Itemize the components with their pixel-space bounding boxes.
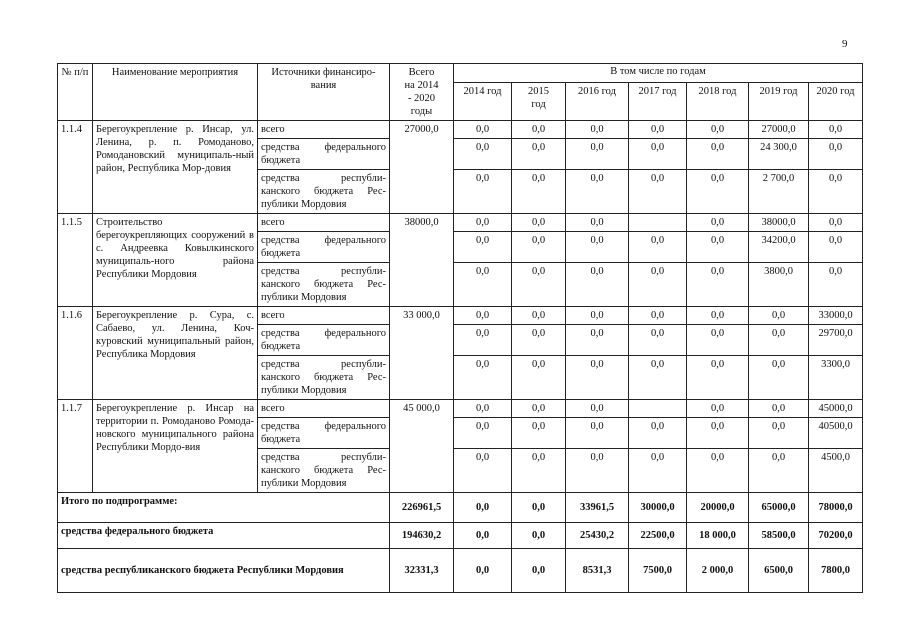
- item-total: 33 000,0: [390, 307, 454, 400]
- total-year-value: 20000,0: [687, 493, 749, 523]
- total-year-value: 8531,3: [566, 549, 629, 593]
- funding-source: всего: [258, 121, 390, 139]
- total-label: Итого по подпрограмме:: [58, 493, 390, 523]
- year-value: 0,0: [512, 139, 566, 170]
- funding-source: средства республи-канского бюджета Рес-публики Мордовия: [258, 356, 390, 400]
- year-value: 0,0: [687, 418, 749, 449]
- year-value: 0,0: [454, 263, 512, 307]
- year-value: 0,0: [629, 449, 687, 493]
- table-row: [58, 214, 863, 232]
- year-value: [629, 214, 687, 232]
- item-name: Строительство берегоукрепляющих сооружений в с. Андреевка Ковылкинского муниципаль-ного района Республики Мордовия: [93, 214, 258, 307]
- total-sum: 194630,2: [390, 523, 454, 549]
- funding-source: средства федерального бюджета: [258, 139, 390, 170]
- year-value: 0,0: [454, 325, 512, 356]
- total-year-value: 25430,2: [566, 523, 629, 549]
- year-value: 0,0: [566, 139, 629, 170]
- year-value: 0,0: [687, 121, 749, 139]
- year-value: 0,0: [512, 170, 566, 214]
- year-value: 0,0: [687, 449, 749, 493]
- year-value: 0,0: [749, 325, 809, 356]
- total-sum: 226961,5: [390, 493, 454, 523]
- item-number: 1.1.4: [58, 121, 93, 214]
- year-value: 0,0: [629, 325, 687, 356]
- header-year: 2014 год: [454, 83, 512, 121]
- year-value: 0,0: [566, 449, 629, 493]
- item-name: Берегоукрепление р. Инсар, ул. Ленина, р. п. Ромоданово, Ромодановский муниципаль-ный район, Республика Мор-довия: [93, 121, 258, 214]
- year-value: 0,0: [629, 139, 687, 170]
- item-name: Берегоукрепление р. Сура, с. Сабаево, ул. Ленина, Коч-куровский муниципальный район, Республика Мордовия: [93, 307, 258, 400]
- item-total: 38000,0: [390, 214, 454, 307]
- year-value: 29700,0: [809, 325, 863, 356]
- year-value: 0,0: [629, 263, 687, 307]
- header-row: [58, 64, 863, 83]
- year-value: 0,0: [687, 356, 749, 400]
- header-name: Наименование мероприятия: [93, 64, 258, 121]
- year-value: 0,0: [687, 325, 749, 356]
- total-year-value: 0,0: [512, 523, 566, 549]
- year-value: 24 300,0: [749, 139, 809, 170]
- year-value: 0,0: [454, 400, 512, 418]
- table-row: [58, 121, 863, 139]
- year-value: 0,0: [566, 356, 629, 400]
- year-value: 0,0: [454, 356, 512, 400]
- total-label: средства республиканского бюджета Республики Мордовия: [58, 549, 390, 593]
- year-value: 0,0: [809, 232, 863, 263]
- item-number: 1.1.7: [58, 400, 93, 493]
- year-value: 34200,0: [749, 232, 809, 263]
- total-row: [58, 549, 863, 593]
- year-value: 0,0: [809, 214, 863, 232]
- table-row: [58, 400, 863, 418]
- year-value: 0,0: [512, 121, 566, 139]
- header-year: 2015 год: [512, 83, 566, 121]
- year-value: 0,0: [454, 232, 512, 263]
- total-year-value: 65000,0: [749, 493, 809, 523]
- year-value: 0,0: [629, 232, 687, 263]
- funding-source: средства федерального бюджета: [258, 325, 390, 356]
- total-year-value: 58500,0: [749, 523, 809, 549]
- year-value: 0,0: [629, 170, 687, 214]
- year-value: 0,0: [687, 232, 749, 263]
- year-value: 0,0: [749, 449, 809, 493]
- year-value: 0,0: [566, 214, 629, 232]
- page-number: 9: [842, 38, 848, 50]
- year-value: 0,0: [749, 307, 809, 325]
- total-year-value: 30000,0: [629, 493, 687, 523]
- item-name: Берегоукрепление р. Инсар на территории п. Ромоданово Ромода-новского муниципального района Республики Мордо-вия: [93, 400, 258, 493]
- year-value: 0,0: [629, 121, 687, 139]
- year-value: 0,0: [687, 214, 749, 232]
- header-number: № п/п: [58, 64, 93, 121]
- total-year-value: 70200,0: [809, 523, 863, 549]
- year-value: 0,0: [687, 139, 749, 170]
- header-year: 2018 год: [687, 83, 749, 121]
- funding-source: всего: [258, 214, 390, 232]
- funding-source: средства республи-канского бюджета Рес-публики Мордовия: [258, 170, 390, 214]
- total-year-value: 22500,0: [629, 523, 687, 549]
- total-year-value: 6500,0: [749, 549, 809, 593]
- header-year: 2020 год: [809, 83, 863, 121]
- total-year-value: 0,0: [454, 549, 512, 593]
- table-row: [58, 307, 863, 325]
- year-value: 0,0: [454, 170, 512, 214]
- year-value: 0,0: [566, 418, 629, 449]
- year-value: 0,0: [809, 121, 863, 139]
- year-value: 0,0: [512, 263, 566, 307]
- funding-source: средства республи-канского бюджета Рес-публики Мордовия: [258, 449, 390, 493]
- total-row: [58, 523, 863, 549]
- year-value: 0,0: [454, 214, 512, 232]
- total-year-value: 33961,5: [566, 493, 629, 523]
- year-value: 38000,0: [749, 214, 809, 232]
- total-year-value: 0,0: [454, 523, 512, 549]
- year-value: 2 700,0: [749, 170, 809, 214]
- header-year: 2019 год: [749, 83, 809, 121]
- year-value: 0,0: [566, 170, 629, 214]
- year-value: 0,0: [454, 449, 512, 493]
- header-year: 2016 год: [566, 83, 629, 121]
- total-year-value: 7500,0: [629, 549, 687, 593]
- year-value: 0,0: [512, 232, 566, 263]
- total-year-value: 0,0: [512, 549, 566, 593]
- year-value: 40500,0: [809, 418, 863, 449]
- year-value: 0,0: [512, 307, 566, 325]
- year-value: 0,0: [687, 170, 749, 214]
- year-value: [629, 400, 687, 418]
- header-total: Всего на 2014 - 2020 годы: [390, 64, 454, 121]
- year-value: 0,0: [809, 263, 863, 307]
- year-value: 0,0: [629, 356, 687, 400]
- year-value: 0,0: [512, 449, 566, 493]
- year-value: 0,0: [566, 325, 629, 356]
- item-number: 1.1.5: [58, 214, 93, 307]
- funding-source: средства федерального бюджета: [258, 418, 390, 449]
- funding-source: всего: [258, 307, 390, 325]
- year-value: 0,0: [749, 400, 809, 418]
- year-value: 0,0: [687, 400, 749, 418]
- year-value: 0,0: [809, 139, 863, 170]
- year-value: 3800,0: [749, 263, 809, 307]
- year-value: 0,0: [749, 418, 809, 449]
- year-value: 0,0: [454, 418, 512, 449]
- total-year-value: 0,0: [454, 493, 512, 523]
- year-value: 27000,0: [749, 121, 809, 139]
- year-value: 0,0: [566, 400, 629, 418]
- header-years-group: В том числе по годам: [454, 64, 863, 83]
- funding-source: средства республи-канского бюджета Рес-публики Мордовия: [258, 263, 390, 307]
- year-value: 0,0: [512, 214, 566, 232]
- total-year-value: 78000,0: [809, 493, 863, 523]
- year-value: 33000,0: [809, 307, 863, 325]
- item-total: 27000,0: [390, 121, 454, 214]
- total-label: средства федерального бюджета: [58, 523, 390, 549]
- year-value: 0,0: [454, 121, 512, 139]
- total-sum: 32331,3: [390, 549, 454, 593]
- year-value: 0,0: [749, 356, 809, 400]
- total-row: [58, 493, 863, 523]
- total-year-value: 7800,0: [809, 549, 863, 593]
- year-value: 3300,0: [809, 356, 863, 400]
- year-value: 0,0: [512, 356, 566, 400]
- year-value: 0,0: [809, 170, 863, 214]
- year-value: 0,0: [566, 307, 629, 325]
- year-value: 0,0: [512, 400, 566, 418]
- header-year: 2017 год: [629, 83, 687, 121]
- year-value: 0,0: [454, 139, 512, 170]
- item-number: 1.1.6: [58, 307, 93, 400]
- funding-source: средства федерального бюджета: [258, 232, 390, 263]
- year-value: 0,0: [566, 263, 629, 307]
- year-value: 45000,0: [809, 400, 863, 418]
- header-source: Источники финансиро-вания: [258, 64, 390, 121]
- year-value: 0,0: [629, 418, 687, 449]
- year-value: 0,0: [629, 307, 687, 325]
- year-value: 0,0: [566, 121, 629, 139]
- year-value: 0,0: [566, 232, 629, 263]
- total-year-value: 2 000,0: [687, 549, 749, 593]
- funding-source: всего: [258, 400, 390, 418]
- year-value: 0,0: [454, 307, 512, 325]
- year-value: 0,0: [687, 263, 749, 307]
- year-value: 0,0: [687, 307, 749, 325]
- total-year-value: 0,0: [512, 493, 566, 523]
- year-value: 0,0: [512, 325, 566, 356]
- financing-table: [57, 63, 863, 593]
- year-value: 4500,0: [809, 449, 863, 493]
- total-year-value: 18 000,0: [687, 523, 749, 549]
- item-total: 45 000,0: [390, 400, 454, 493]
- year-value: 0,0: [512, 418, 566, 449]
